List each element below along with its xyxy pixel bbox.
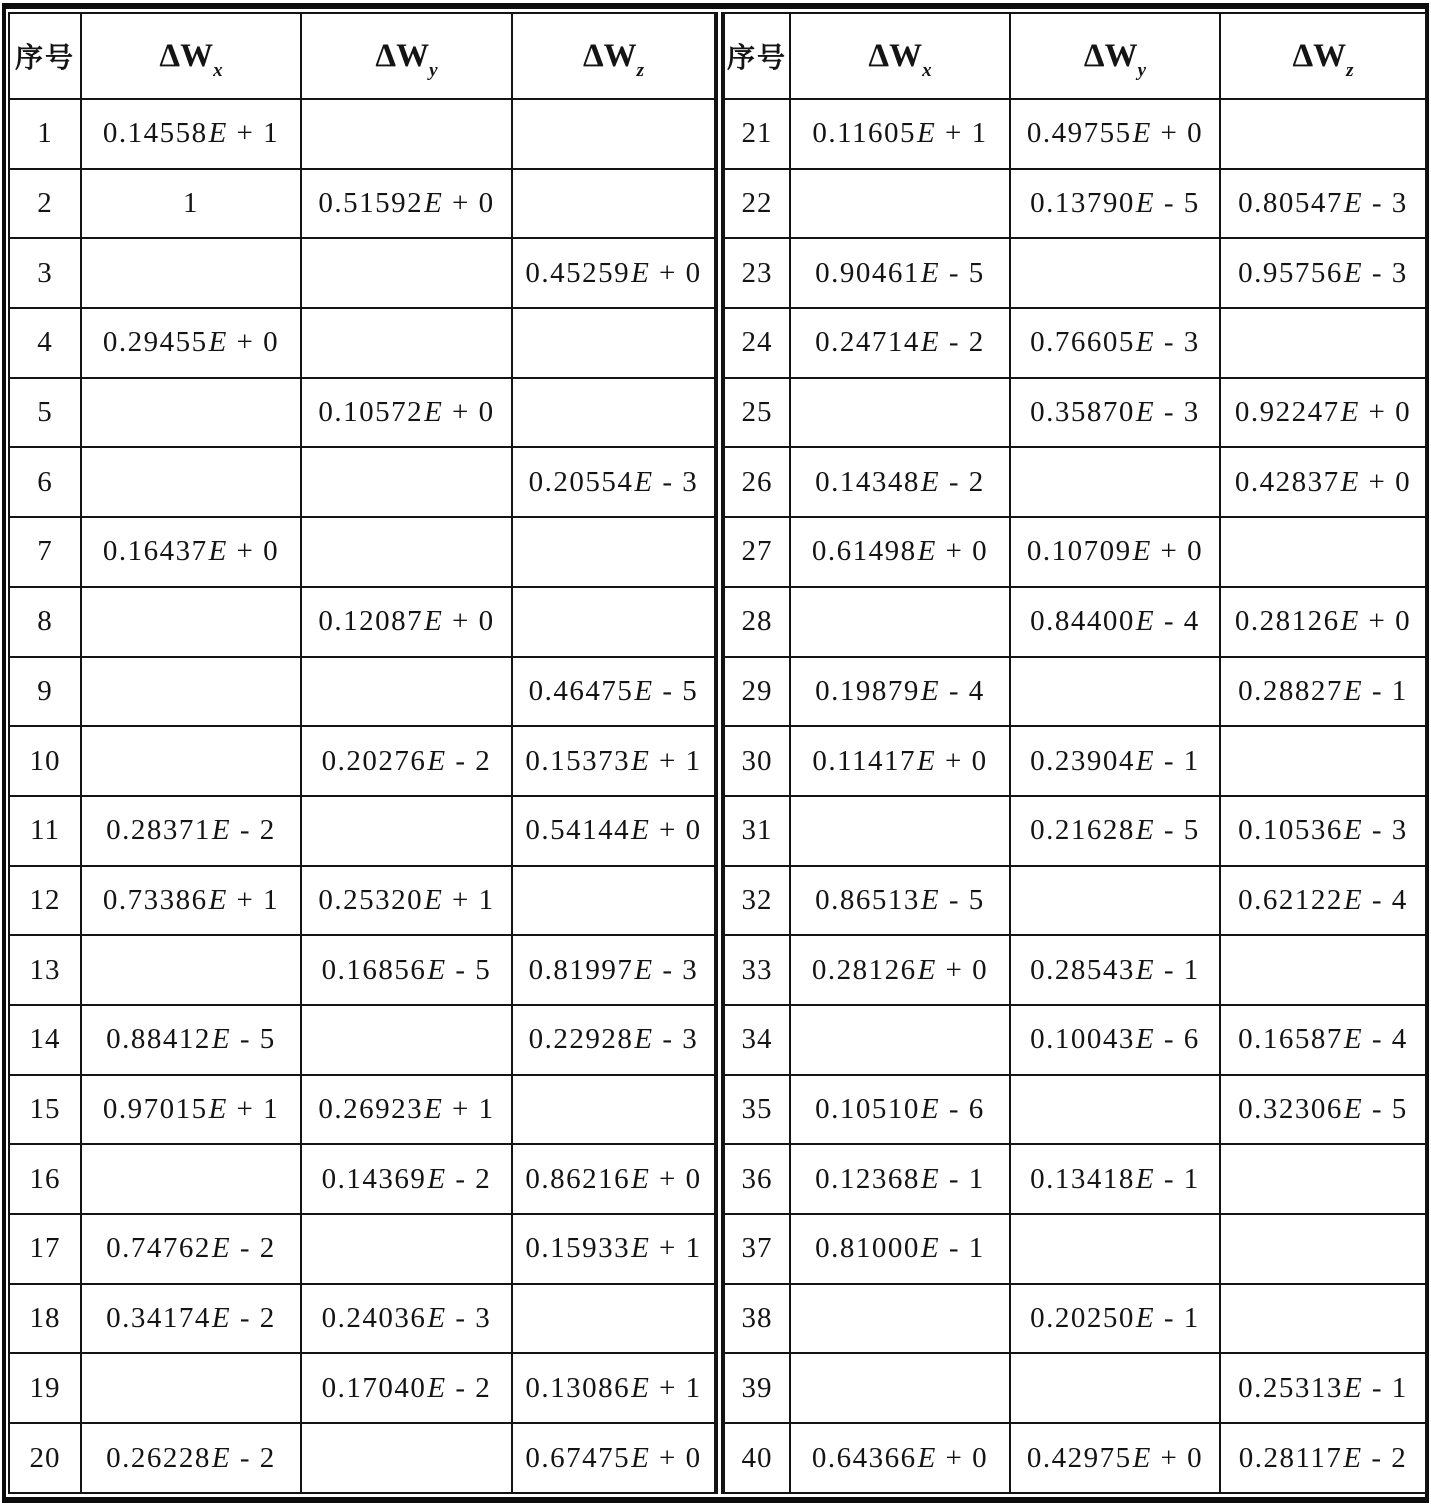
cell-dwz <box>1220 1214 1426 1284</box>
cell-dwx <box>81 726 301 796</box>
cell-dwz <box>1220 1284 1426 1354</box>
table-row <box>9 308 715 378</box>
cell-serial: 39 <box>724 1353 790 1423</box>
cell-serial: 2 <box>9 169 81 239</box>
cell-dwy: 0.20276E - 2 <box>301 726 512 796</box>
table-row <box>9 1075 715 1145</box>
table-row <box>724 935 1426 1005</box>
cell-dwx <box>790 587 1010 657</box>
table-row <box>9 1005 715 1075</box>
cell-dwy: 0.25320E + 1 <box>301 866 512 936</box>
cell-dwz: 0.15933E + 1 <box>512 1214 715 1284</box>
cell-dwx: 0.74762E - 2 <box>81 1214 301 1284</box>
table-row <box>724 796 1426 866</box>
cell-serial: 40 <box>724 1423 790 1493</box>
table-row <box>9 1144 715 1214</box>
table-row <box>724 308 1426 378</box>
table-row <box>724 1075 1426 1145</box>
cell-dwz: 0.28827E - 1 <box>1220 657 1426 727</box>
cell-dwx <box>790 1005 1010 1075</box>
cell-serial: 25 <box>724 378 790 448</box>
cell-dwx <box>81 935 301 1005</box>
table-row <box>9 447 715 517</box>
cell-dwz: 0.32306E - 5 <box>1220 1075 1426 1145</box>
delta-w-symbol: ΔW <box>375 37 430 74</box>
cell-dwy <box>1010 1075 1220 1145</box>
cell-dwy <box>1010 1353 1220 1423</box>
subscript-z: z <box>1346 59 1354 81</box>
cell-serial: 30 <box>724 726 790 796</box>
cell-dwy <box>1010 447 1220 517</box>
cell-serial: 32 <box>724 866 790 936</box>
cell-serial: 12 <box>9 866 81 936</box>
table-row <box>724 99 1426 169</box>
cell-serial: 33 <box>724 935 790 1005</box>
table-row <box>724 517 1426 587</box>
table-row <box>9 866 715 936</box>
cell-serial: 11 <box>9 796 81 866</box>
table-row <box>9 1214 715 1284</box>
cell-dwz <box>1220 1144 1426 1214</box>
cell-dwz: 0.28126E + 0 <box>1220 587 1426 657</box>
table-row <box>724 587 1426 657</box>
table-row <box>9 1423 715 1493</box>
table-row <box>724 238 1426 308</box>
cell-dwz: 0.95756E - 3 <box>1220 238 1426 308</box>
cell-dwx: 0.28126E + 0 <box>790 935 1010 1005</box>
cell-dwy: 0.10043E - 6 <box>1010 1005 1220 1075</box>
cell-dwy: 0.10572E + 0 <box>301 378 512 448</box>
table-header-left <box>9 13 715 99</box>
cell-dwy <box>1010 866 1220 936</box>
table-row <box>9 935 715 1005</box>
cell-serial: 35 <box>724 1075 790 1145</box>
cell-serial: 7 <box>9 517 81 587</box>
cell-dwx: 0.28371E - 2 <box>81 796 301 866</box>
cell-dwx: 0.88412E - 5 <box>81 1005 301 1075</box>
cell-dwz <box>1220 935 1426 1005</box>
table-divider <box>716 12 723 1494</box>
cell-dwz: 0.13086E + 1 <box>512 1353 715 1423</box>
cell-dwz <box>512 587 715 657</box>
cell-serial: 27 <box>724 517 790 587</box>
header-dwy-right <box>1010 13 1220 99</box>
cell-serial: 14 <box>9 1005 81 1075</box>
cell-dwy: 0.35870E - 3 <box>1010 378 1220 448</box>
cell-dwz: 0.15373E + 1 <box>512 726 715 796</box>
cell-dwy <box>301 447 512 517</box>
table-row <box>724 726 1426 796</box>
cell-dwz <box>512 517 715 587</box>
table-header-right <box>724 13 1426 99</box>
cell-dwy: 0.26923E + 1 <box>301 1075 512 1145</box>
cell-dwy: 0.28543E - 1 <box>1010 935 1220 1005</box>
cell-dwx: 0.24714E - 2 <box>790 308 1010 378</box>
cell-serial: 13 <box>9 935 81 1005</box>
cell-serial: 29 <box>724 657 790 727</box>
cell-serial: 17 <box>9 1214 81 1284</box>
cell-dwx: 0.14558E + 1 <box>81 99 301 169</box>
cell-dwx <box>81 238 301 308</box>
cell-dwy: 0.20250E - 1 <box>1010 1284 1220 1354</box>
cell-dwx <box>81 447 301 517</box>
cell-dwz <box>512 308 715 378</box>
cell-dwy: 0.42975E + 0 <box>1010 1423 1220 1493</box>
table-row <box>724 1423 1426 1493</box>
header-serial-right: 序号 <box>724 13 790 99</box>
cell-dwx <box>790 1353 1010 1423</box>
cell-dwx: 0.14348E - 2 <box>790 447 1010 517</box>
cell-dwy <box>1010 657 1220 727</box>
cell-dwz <box>512 169 715 239</box>
cell-dwx: 0.16437E + 0 <box>81 517 301 587</box>
cell-serial: 21 <box>724 99 790 169</box>
cell-dwx: 1 <box>81 169 301 239</box>
table-row <box>724 1284 1426 1354</box>
cell-serial: 3 <box>9 238 81 308</box>
cell-dwz: 0.54144E + 0 <box>512 796 715 866</box>
table-row <box>9 726 715 796</box>
table-row <box>9 1284 715 1354</box>
cell-dwy <box>301 99 512 169</box>
cell-dwz <box>512 99 715 169</box>
table-row <box>9 517 715 587</box>
cell-dwz: 0.67475E + 0 <box>512 1423 715 1493</box>
cell-dwz: 0.62122E - 4 <box>1220 866 1426 936</box>
cell-dwx: 0.90461E - 5 <box>790 238 1010 308</box>
cell-dwz <box>512 1075 715 1145</box>
header-dwz-left <box>512 13 715 99</box>
cell-dwy: 0.13418E - 1 <box>1010 1144 1220 1214</box>
cell-dwz: 0.80547E - 3 <box>1220 169 1426 239</box>
cell-dwz <box>512 1284 715 1354</box>
cell-dwy <box>301 1005 512 1075</box>
cell-dwy <box>301 1423 512 1493</box>
header-dwx-right <box>790 13 1010 99</box>
cell-serial: 16 <box>9 1144 81 1214</box>
cell-dwy: 0.13790E - 5 <box>1010 169 1220 239</box>
cell-dwz <box>1220 726 1426 796</box>
cell-dwx: 0.86513E - 5 <box>790 866 1010 936</box>
cell-serial: 38 <box>724 1284 790 1354</box>
cell-serial: 28 <box>724 587 790 657</box>
cell-dwz: 0.16587E - 4 <box>1220 1005 1426 1075</box>
cell-serial: 31 <box>724 796 790 866</box>
delta-w-symbol: ΔW <box>1083 37 1138 74</box>
table-row <box>9 378 715 448</box>
table-row <box>724 866 1426 936</box>
cell-serial: 34 <box>724 1005 790 1075</box>
cell-dwy: 0.51592E + 0 <box>301 169 512 239</box>
cell-serial: 8 <box>9 587 81 657</box>
cell-dwx: 0.97015E + 1 <box>81 1075 301 1145</box>
cell-serial: 19 <box>9 1353 81 1423</box>
cell-dwz <box>1220 99 1426 169</box>
header-dwx-left <box>81 13 301 99</box>
header-dwy-left <box>301 13 512 99</box>
cell-dwx: 0.61498E + 0 <box>790 517 1010 587</box>
cell-dwy: 0.14369E - 2 <box>301 1144 512 1214</box>
header-row <box>9 13 715 99</box>
cell-dwz: 0.42837E + 0 <box>1220 447 1426 517</box>
delta-w-symbol: ΔW <box>868 37 923 74</box>
cell-dwy: 0.12087E + 0 <box>301 587 512 657</box>
table-row <box>724 1214 1426 1284</box>
table-outer-frame <box>2 3 1429 1503</box>
cell-dwy <box>301 238 512 308</box>
cell-dwx <box>790 796 1010 866</box>
cell-serial: 5 <box>9 378 81 448</box>
header-row <box>724 13 1426 99</box>
cell-dwx: 0.11605E + 1 <box>790 99 1010 169</box>
cell-dwy: 0.10709E + 0 <box>1010 517 1220 587</box>
table-row <box>724 1144 1426 1214</box>
cell-dwx <box>790 1284 1010 1354</box>
delta-w-symbol: ΔW <box>582 37 637 74</box>
cell-dwz: 0.81997E - 3 <box>512 935 715 1005</box>
cell-dwx: 0.11417E + 0 <box>790 726 1010 796</box>
table-row <box>724 447 1426 517</box>
cell-serial: 6 <box>9 447 81 517</box>
cell-serial: 1 <box>9 99 81 169</box>
cell-dwz: 0.45259E + 0 <box>512 238 715 308</box>
cell-dwz <box>512 866 715 936</box>
table-row <box>9 238 715 308</box>
cell-serial: 22 <box>724 169 790 239</box>
subscript-y: y <box>1137 59 1147 81</box>
cell-dwz <box>1220 517 1426 587</box>
cell-serial: 24 <box>724 308 790 378</box>
cell-dwy: 0.21628E - 5 <box>1010 796 1220 866</box>
cell-dwz: 0.86216E + 0 <box>512 1144 715 1214</box>
cell-dwx <box>81 378 301 448</box>
table-row <box>724 657 1426 727</box>
table-row <box>724 378 1426 448</box>
cell-dwx <box>81 1353 301 1423</box>
table-row <box>9 587 715 657</box>
cell-dwz: 0.10536E - 3 <box>1220 796 1426 866</box>
cell-dwy: 0.24036E - 3 <box>301 1284 512 1354</box>
table-row <box>9 796 715 866</box>
table-body-left <box>9 99 715 1493</box>
cell-dwy <box>301 657 512 727</box>
cell-serial: 10 <box>9 726 81 796</box>
cell-dwz: 0.28117E - 2 <box>1220 1423 1426 1493</box>
cell-serial: 37 <box>724 1214 790 1284</box>
subscript-x: x <box>922 59 932 81</box>
cell-serial: 4 <box>9 308 81 378</box>
table-row <box>724 1353 1426 1423</box>
subscript-z: z <box>636 59 645 81</box>
cell-dwy <box>1010 1214 1220 1284</box>
cell-dwz: 0.92247E + 0 <box>1220 378 1426 448</box>
cell-dwx <box>81 657 301 727</box>
table-row <box>724 169 1426 239</box>
cell-dwz: 0.25313E - 1 <box>1220 1353 1426 1423</box>
cell-dwz <box>1220 308 1426 378</box>
cell-dwy: 0.49755E + 0 <box>1010 99 1220 169</box>
cell-serial: 23 <box>724 238 790 308</box>
cell-dwy: 0.84400E - 4 <box>1010 587 1220 657</box>
cell-dwy: 0.76605E - 3 <box>1010 308 1220 378</box>
cell-dwx: 0.26228E - 2 <box>81 1423 301 1493</box>
delta-w-symbol: ΔW <box>159 37 214 74</box>
cell-dwy <box>301 308 512 378</box>
table-row <box>9 657 715 727</box>
cell-dwx <box>81 587 301 657</box>
table-body-right <box>724 99 1426 1493</box>
cell-dwx: 0.12368E - 1 <box>790 1144 1010 1214</box>
cell-dwx: 0.29455E + 0 <box>81 308 301 378</box>
cell-dwy <box>301 1214 512 1284</box>
cell-dwy <box>301 517 512 587</box>
cell-dwy: 0.23904E - 1 <box>1010 726 1220 796</box>
table-row <box>724 1005 1426 1075</box>
cell-serial: 9 <box>9 657 81 727</box>
cell-serial: 26 <box>724 447 790 517</box>
cell-dwx: 0.10510E - 6 <box>790 1075 1010 1145</box>
subscript-y: y <box>429 59 438 81</box>
cell-serial: 20 <box>9 1423 81 1493</box>
cell-serial: 18 <box>9 1284 81 1354</box>
cell-dwz: 0.20554E - 3 <box>512 447 715 517</box>
results-table-right <box>723 12 1427 1494</box>
cell-dwx: 0.81000E - 1 <box>790 1214 1010 1284</box>
results-table-left <box>8 12 716 1494</box>
header-serial-left: 序号 <box>9 13 81 99</box>
cell-serial: 15 <box>9 1075 81 1145</box>
cell-dwx: 0.73386E + 1 <box>81 866 301 936</box>
table-row <box>9 1353 715 1423</box>
cell-dwz <box>512 378 715 448</box>
cell-dwy: 0.17040E - 2 <box>301 1353 512 1423</box>
cell-dwz: 0.46475E - 5 <box>512 657 715 727</box>
cell-dwx <box>81 1144 301 1214</box>
cell-dwx <box>790 169 1010 239</box>
cell-serial: 36 <box>724 1144 790 1214</box>
header-dwz-right <box>1220 13 1426 99</box>
table-row <box>9 99 715 169</box>
cell-dwx: 0.64366E + 0 <box>790 1423 1010 1493</box>
cell-dwy <box>1010 238 1220 308</box>
cell-dwz: 0.22928E - 3 <box>512 1005 715 1075</box>
subscript-x: x <box>213 59 223 81</box>
cell-dwy: 0.16856E - 5 <box>301 935 512 1005</box>
cell-dwy <box>301 796 512 866</box>
table-row <box>9 169 715 239</box>
cell-dwx: 0.19879E - 4 <box>790 657 1010 727</box>
cell-dwx <box>790 378 1010 448</box>
cell-dwx: 0.34174E - 2 <box>81 1284 301 1354</box>
delta-w-symbol: ΔW <box>1292 37 1347 74</box>
